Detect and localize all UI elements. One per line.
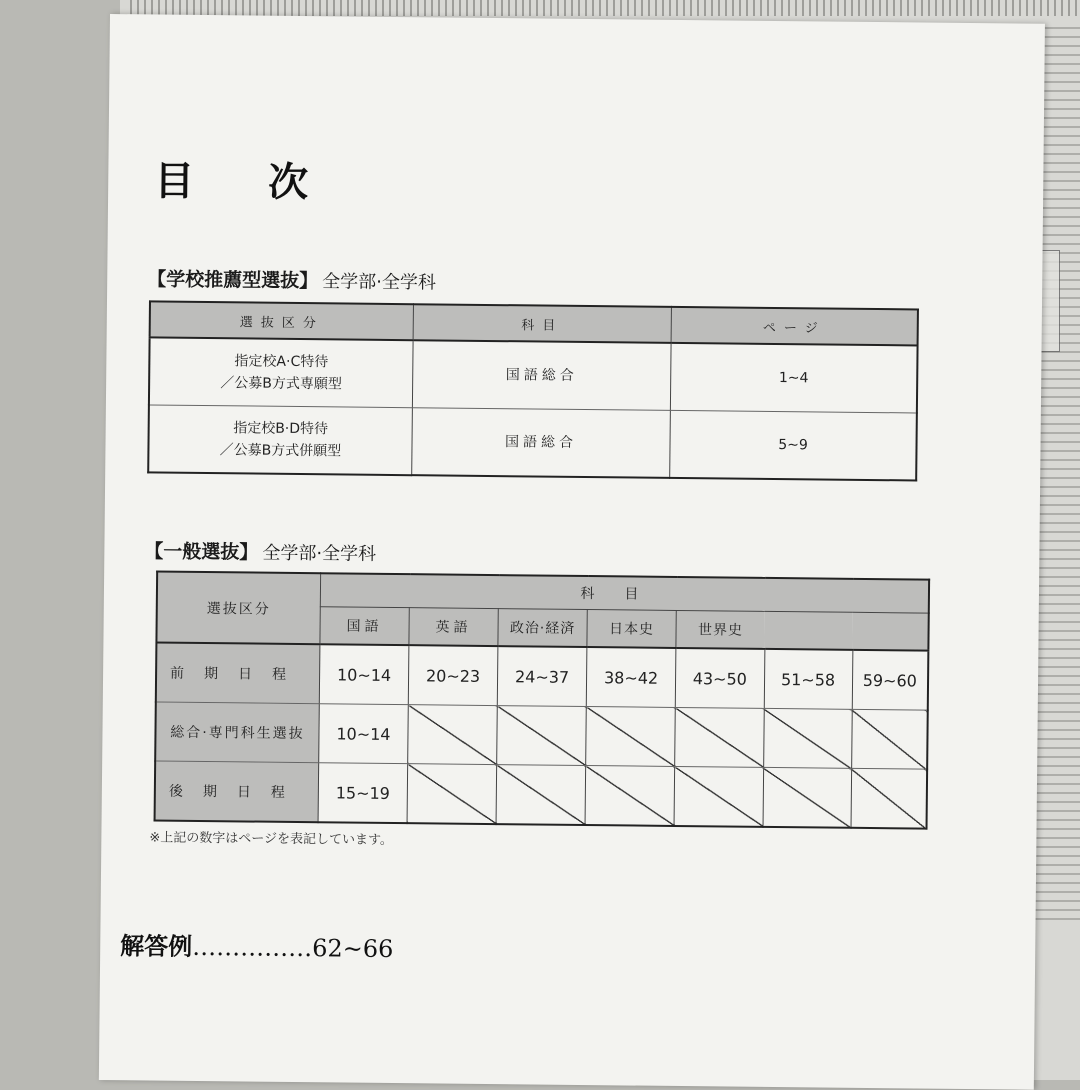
pages-cell: 20~23: [408, 645, 498, 705]
subject-col: 国語: [320, 607, 409, 645]
pages-cell: 15~19: [318, 763, 408, 823]
empty-cell-slash: [674, 766, 763, 826]
empty-cell-slash: [851, 709, 928, 769]
division-line-2: ／公募B方式専願型: [220, 375, 343, 393]
general-table: [154, 571, 931, 830]
pages-cell: 38~42: [586, 647, 676, 707]
empty-cell-slash: [496, 765, 586, 825]
pages-cell: 24~37: [497, 646, 587, 706]
header-division: 選抜区分: [156, 572, 320, 645]
division-cell: [149, 337, 413, 407]
pages-cell: 10~14: [319, 704, 409, 764]
subject-col: 政治·経済: [498, 609, 587, 647]
background-tab-label: [1040, 250, 1060, 352]
answers-pages: 62~66: [312, 934, 394, 964]
subject-col: 世界史: [676, 610, 765, 648]
empty-cell-slash: [675, 707, 764, 767]
header-pages: ページ: [671, 307, 918, 346]
empty-cell-slash: [407, 764, 497, 824]
division-line-1: 指定校A·C特待: [234, 353, 329, 371]
page-title: 目 次: [154, 158, 339, 207]
table-row: [156, 643, 929, 711]
background-print-top: [130, 0, 1080, 16]
empty-cell-slash: [763, 708, 852, 768]
pages-cell: 59~60: [852, 650, 929, 710]
empty-cell-slash: [497, 706, 587, 766]
table-row: [149, 337, 918, 413]
general-heading: [144, 536, 376, 565]
pages-cell: 43~50: [675, 648, 764, 708]
division-line-1: 指定校B·D特待: [233, 420, 329, 438]
empty-cell-slash: [408, 705, 498, 765]
pages-cell: 5~9: [778, 437, 808, 454]
division-line-2: ／公募B方式併願型: [219, 442, 342, 460]
row-label: 総合·専門科生選抜: [155, 702, 319, 763]
pages-cell: 10~14: [319, 644, 409, 704]
general-title: 【一般選抜】: [144, 540, 259, 564]
answers-entry: [120, 926, 394, 964]
pages-cell: 1~4: [670, 343, 917, 413]
empty-cell-slash: [851, 768, 928, 828]
header-subject: 科目: [320, 573, 929, 613]
table-row: [155, 702, 928, 769]
header-division: 選抜区分: [150, 301, 414, 340]
answers-leader: ……………: [192, 932, 313, 963]
subject-cell: 国語総合: [412, 408, 671, 478]
school-rec-table: [147, 300, 919, 481]
school-rec-heading: [147, 264, 436, 294]
division-cell: [148, 405, 412, 475]
subject-cell: 国語総合: [412, 340, 671, 410]
row-label: 前期日程: [156, 643, 320, 704]
subject-col: [852, 612, 928, 650]
table-row: [155, 761, 928, 829]
pages-cell: 51~58: [764, 649, 853, 709]
subject-col: [764, 611, 852, 649]
subject-col: 日本史: [587, 610, 676, 648]
footnote: ※上記の数字はページを表記しています。: [149, 830, 394, 849]
empty-cell-slash: [585, 766, 675, 826]
booklet-page: [99, 14, 1045, 1090]
empty-cell-slash: [586, 707, 676, 767]
table-row: [148, 405, 917, 481]
school-rec-scope: 全学部·全学科: [322, 271, 437, 294]
row-label: 後期日程: [155, 761, 319, 822]
empty-cell-slash: [763, 767, 852, 827]
answers-label: 解答例: [120, 931, 193, 961]
general-scope: 全学部·全学科: [262, 542, 377, 565]
subject-col: 英語: [409, 608, 498, 646]
header-subject: 科目: [413, 304, 671, 343]
school-rec-title: 【学校推薦型選抜】: [147, 268, 319, 293]
table-header-row: [157, 572, 929, 614]
